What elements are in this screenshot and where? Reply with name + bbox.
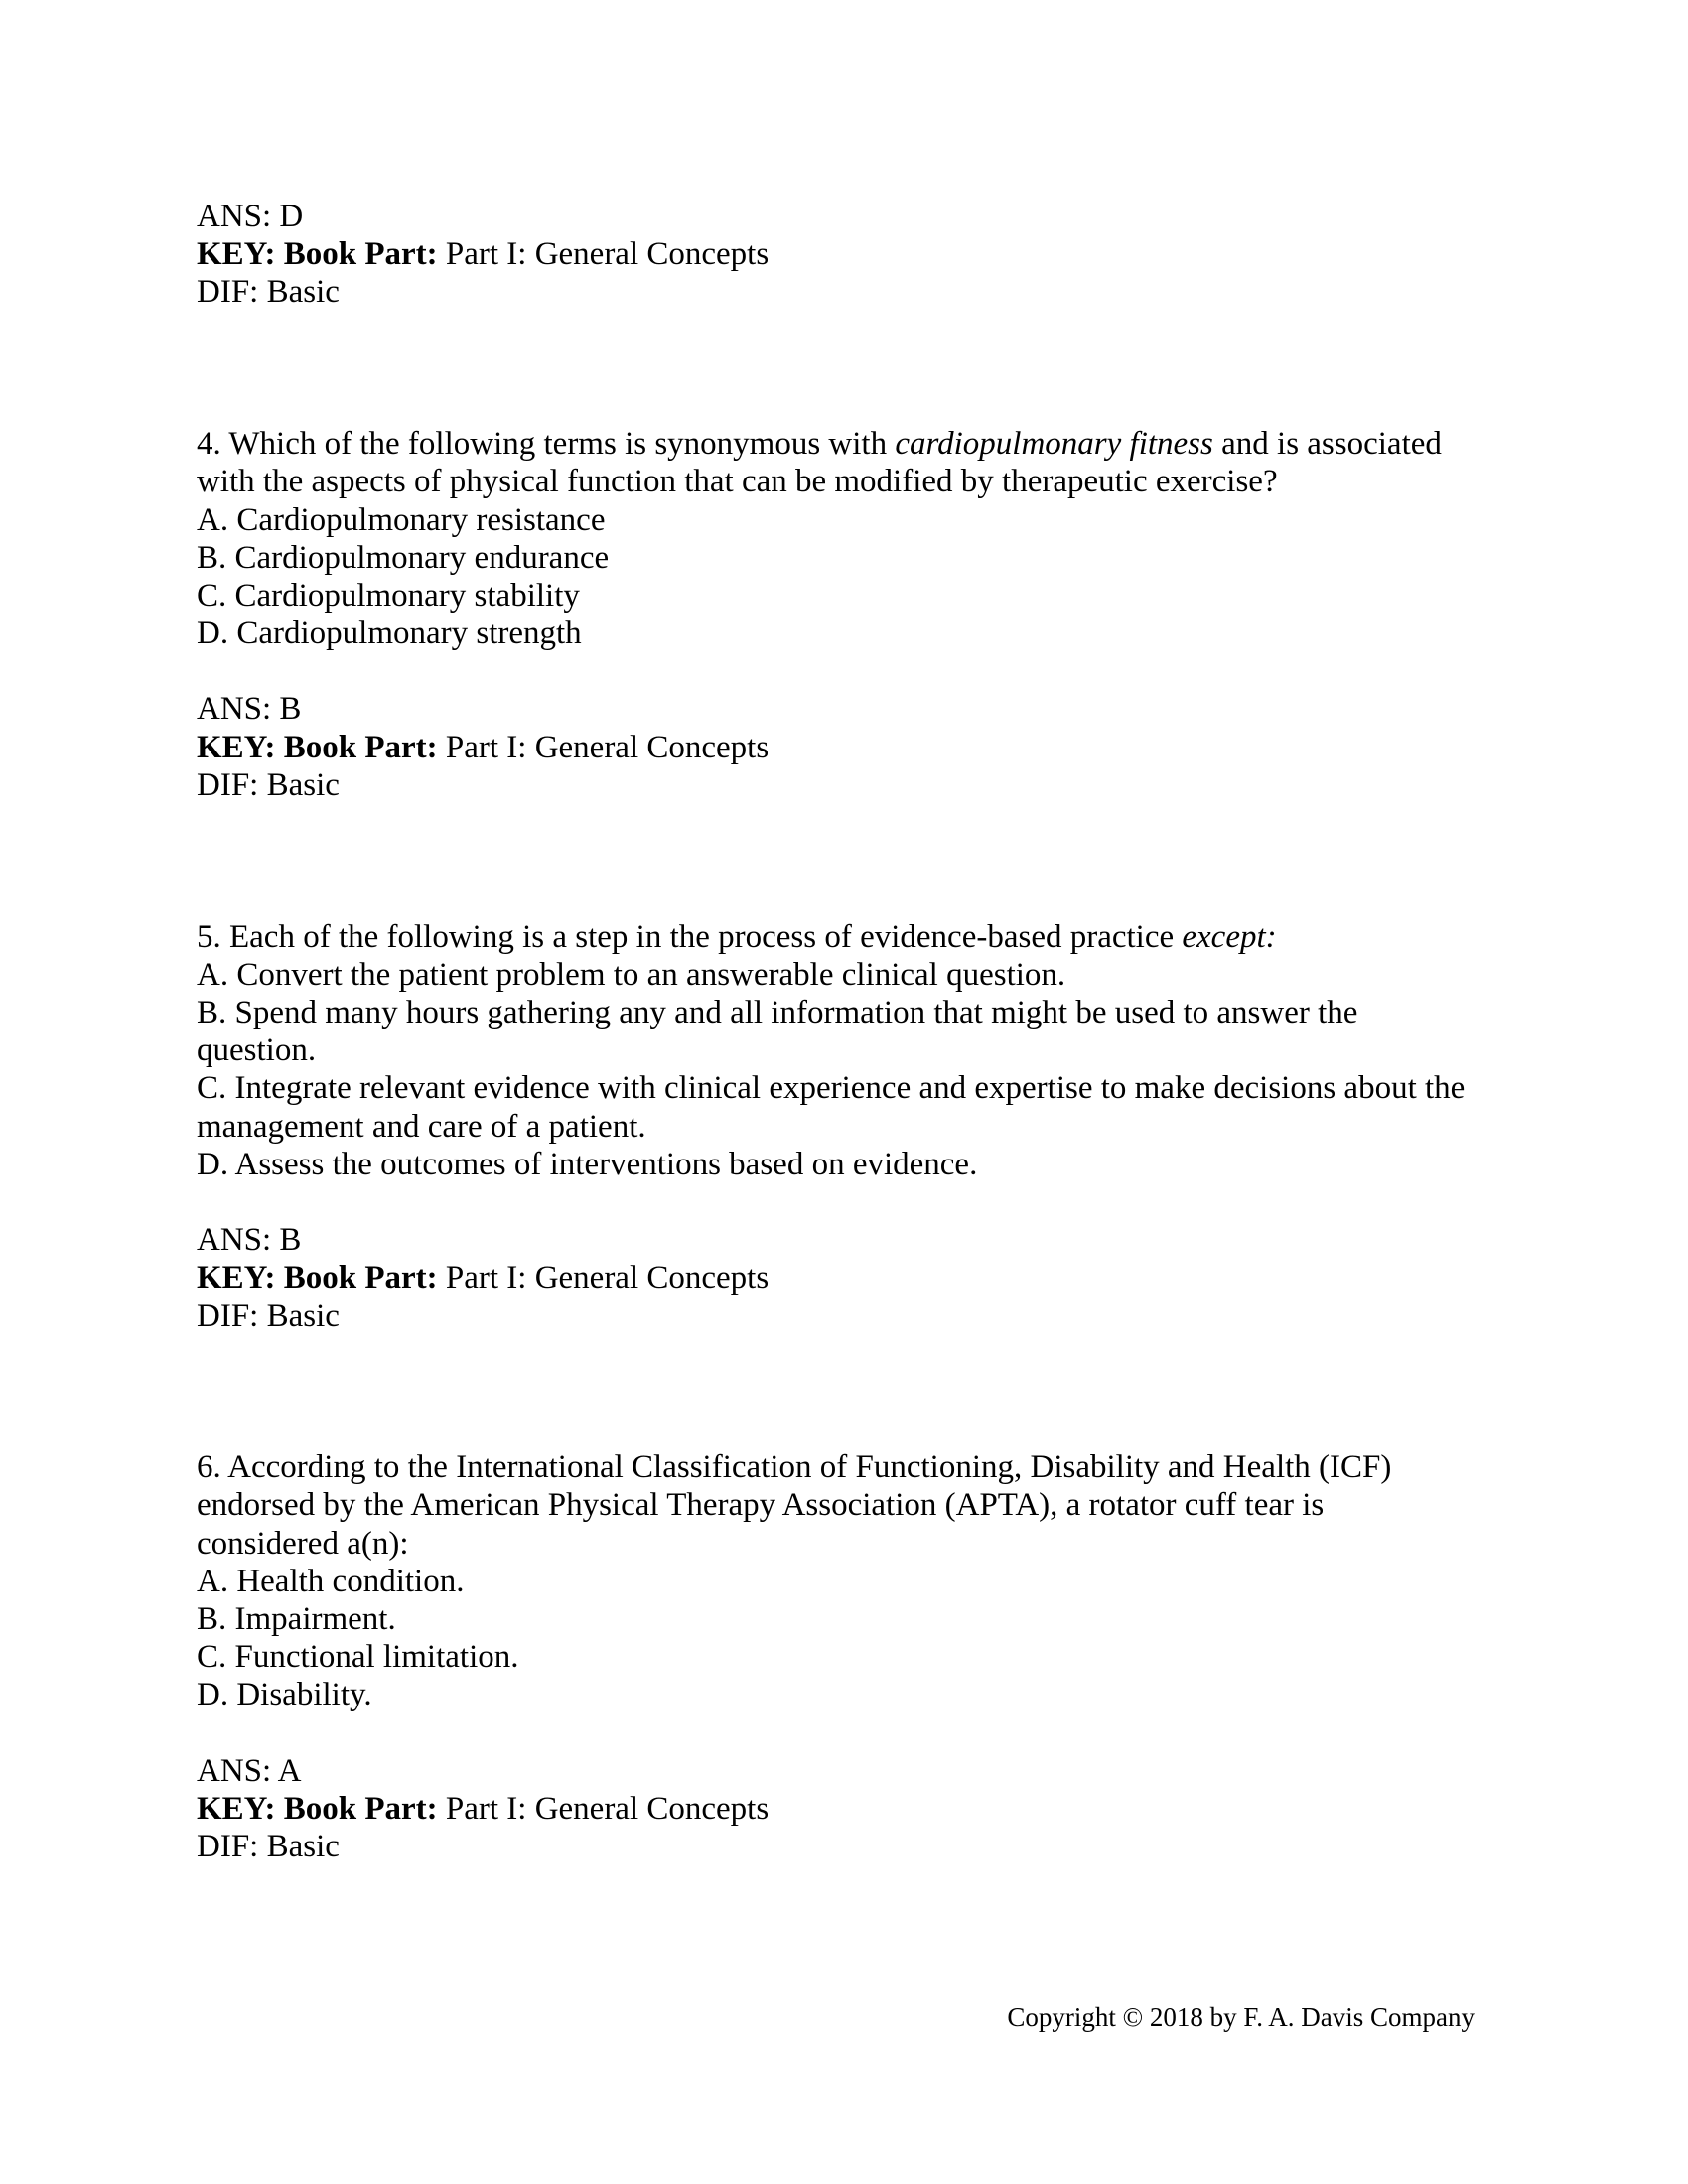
emphasis: except:: [1182, 918, 1277, 955]
document-body: [197, 198, 1507, 1865]
key-value: Part I: General Concepts: [445, 1790, 770, 1827]
answer-option: A. Cardiopulmonary resistance: [197, 501, 606, 538]
key-value: Part I: General Concepts: [445, 1260, 770, 1297]
answer: ANS: B: [197, 691, 302, 728]
question-text: considered a(n):: [197, 1525, 409, 1562]
key-value: Part I: General Concepts: [445, 236, 770, 273]
difficulty: DIF: Basic: [197, 274, 340, 311]
answer-option: A. Health condition.: [197, 1563, 465, 1599]
key-value: Part I: General Concepts: [445, 729, 770, 765]
answer: ANS: D: [197, 199, 304, 234]
question-text: 5. Each of the following is a step in the process of evidence-based practice except:: [197, 918, 1277, 955]
difficulty: DIF: Basic: [197, 766, 340, 803]
answer-option: D. Assess the outcomes of interventions based on evidence.: [197, 1146, 978, 1182]
answer: ANS: B: [197, 1222, 302, 1259]
answer-option: C. Cardiopulmonary stability: [197, 577, 580, 614]
key-line: [197, 1790, 1507, 1828]
question-block: [197, 1448, 1507, 1865]
answer-option: question.: [197, 1032, 317, 1069]
difficulty: DIF: Basic: [197, 1297, 340, 1334]
question-block: [197, 918, 1507, 1335]
answer-option: B. Cardiopulmonary endurance: [197, 539, 610, 576]
key-label: KEY: Book Part:: [197, 1260, 438, 1297]
answer-option: A. Convert the patient problem to an answerable clinical question.: [197, 956, 1066, 993]
key-line: [197, 1259, 1507, 1297]
copyright-footer: Copyright © 2018 by F. A. Davis Company: [1007, 2002, 1475, 2032]
key-line: [197, 235, 1507, 273]
question-text: endorsed by the American Physical Therapy Association (APTA), a rotator cuff tear is: [197, 1487, 1325, 1524]
answer-option: B. Impairment.: [197, 1601, 396, 1638]
question-block: [197, 425, 1507, 804]
question-text: 6. According to the International Classification of Functioning, Disability and Health (ICF): [197, 1449, 1392, 1486]
key-line: [197, 729, 1507, 766]
answer-option: C. Integrate relevant evidence with clinical experience and expertise to make decisions about the: [197, 1070, 1466, 1107]
answer: ANS: A: [197, 1752, 302, 1789]
key-label: KEY: Book Part:: [197, 236, 438, 273]
key-label: KEY: Book Part:: [197, 729, 438, 765]
answer-option: management and care of a patient.: [197, 1108, 646, 1145]
answer-option: D. Cardiopulmonary strength: [197, 615, 582, 652]
key-label: KEY: Book Part:: [197, 1790, 438, 1827]
answer-block: [197, 198, 1507, 312]
answer-option: B. Spend many hours gathering any and all information that might be used to answer the: [197, 995, 1358, 1030]
difficulty: DIF: Basic: [197, 1829, 340, 1865]
question-text: with the aspects of physical function that can be modified by therapeutic exercise?: [197, 464, 1278, 500]
answer-option: D. Disability.: [197, 1677, 372, 1713]
answer-option: C. Functional limitation.: [197, 1639, 519, 1676]
question-text: 4. Which of the following terms is synonymous with cardiopulmonary fitness and is associated: [197, 426, 1442, 463]
emphasis: cardiopulmonary fitness: [895, 426, 1213, 463]
